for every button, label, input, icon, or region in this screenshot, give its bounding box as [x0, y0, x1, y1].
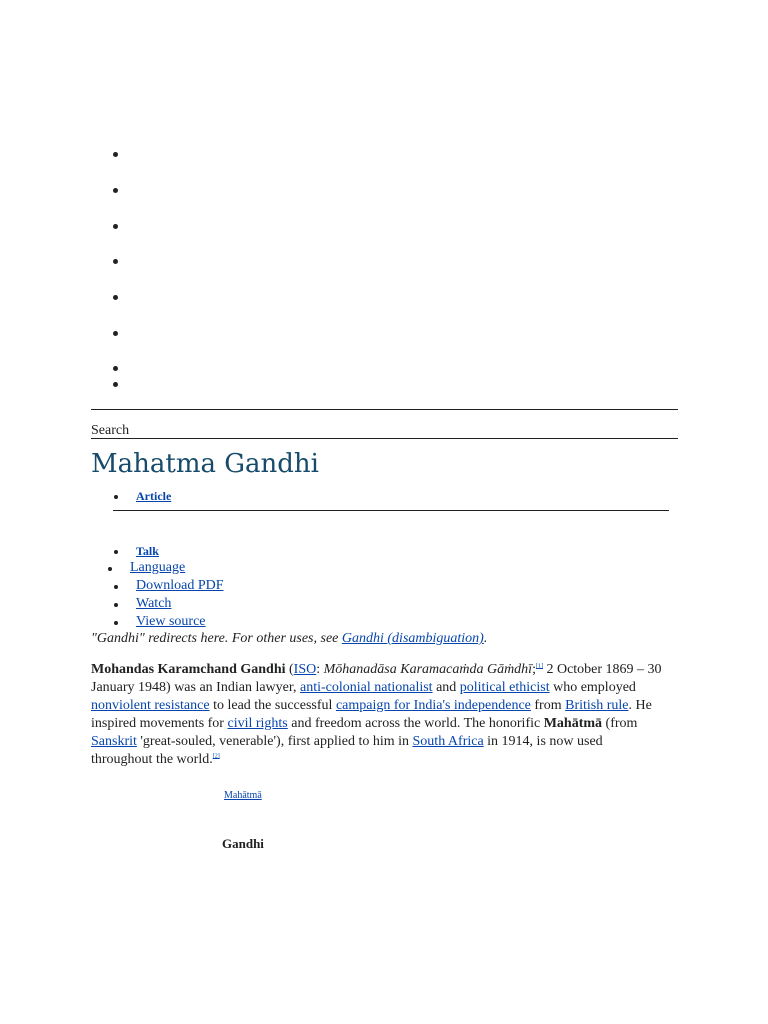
lead-text: 'great-souled, venerable'), first applied to him in: [136, 734, 413, 749]
civil-rights-link[interactable]: civil rights: [227, 716, 288, 731]
nav-bullet: [113, 224, 118, 229]
tab-talk[interactable]: Talk: [136, 544, 159, 558]
lead-text: to lead the successful: [209, 698, 336, 713]
lead-text: who employed: [549, 680, 636, 695]
anti-colonial-nationalist-link[interactable]: anti-colonial nationalist: [299, 680, 433, 695]
tab-bullet: [114, 550, 118, 554]
british-rule-link[interactable]: British rule: [565, 698, 629, 713]
tab-divider: [113, 510, 669, 511]
hatnote-end: .: [483, 631, 488, 646]
search-top-divider: [91, 409, 678, 410]
lead-text: ;: [532, 662, 536, 677]
menu-bullet: [114, 603, 118, 607]
tab-article[interactable]: Article: [136, 489, 172, 503]
iso-transliteration: Mōhanadāsa Karamacaṁda Gāṁdhī: [323, 662, 533, 677]
nav-bullet: [113, 259, 118, 264]
download-pdf-link[interactable]: Download PDF: [136, 578, 224, 593]
nonviolent-resistance-link[interactable]: nonviolent resistance: [91, 698, 210, 713]
view-source-link[interactable]: View source: [136, 614, 206, 629]
south-africa-link[interactable]: South Africa: [412, 734, 484, 749]
language-button[interactable]: Language: [130, 560, 186, 575]
lead-text: and: [432, 680, 460, 695]
lead-text: 2 October 1869 – 30 January 1948) was an Indian lawyer,: [91, 662, 662, 695]
sanskrit-link[interactable]: Sanskrit: [91, 734, 137, 749]
lead-text: (from: [602, 716, 638, 731]
page-title: Mahatma Gandhi: [91, 449, 319, 479]
lead-text: . He inspired movements for: [91, 698, 652, 731]
menu-bullet: [114, 585, 118, 589]
political-ethicist-link[interactable]: political ethicist: [459, 680, 550, 695]
nav-bullet: [113, 188, 118, 193]
lead-text: from: [530, 698, 566, 713]
reference-link[interactable]: [1]: [535, 663, 543, 670]
infobox-caption-name: Gandhi: [222, 836, 264, 851]
lead-text: (: [285, 662, 294, 677]
watch-link[interactable]: Watch: [136, 596, 172, 611]
iso-link[interactable]: ISO: [293, 662, 317, 677]
nav-bullet: [113, 382, 118, 387]
lead-text: and freedom across the world. The honorific: [287, 716, 544, 731]
menu-bullet: [108, 567, 112, 571]
hatnote-text: "Gandhi" redirects here. For other uses, see: [91, 631, 342, 646]
lead-text: :: [316, 662, 324, 677]
search-bottom-divider: [91, 438, 678, 439]
nav-bullet: [113, 152, 118, 157]
nav-bullet: [113, 366, 118, 371]
lead-text: in 1914, is now used throughout the world.: [91, 734, 603, 767]
honorific-term: Mahātmā: [543, 716, 603, 731]
article-subject-name: Mohandas Karamchand Gandhi: [91, 662, 286, 677]
infobox-caption-link[interactable]: Mahātmā: [224, 790, 262, 801]
menu-bullet: [114, 621, 118, 625]
nav-bullet: [113, 331, 118, 336]
disambiguation-link[interactable]: Gandhi (disambiguation): [341, 631, 484, 646]
hatnote: [91, 631, 487, 647]
reference-link[interactable]: [2]: [212, 753, 220, 760]
nav-bullet: [113, 295, 118, 300]
search-input[interactable]: Search: [91, 423, 130, 438]
independence-campaign-link[interactable]: campaign for India's independence: [335, 698, 531, 713]
tab-bullet: [114, 495, 118, 499]
lead-paragraph: [91, 661, 666, 769]
